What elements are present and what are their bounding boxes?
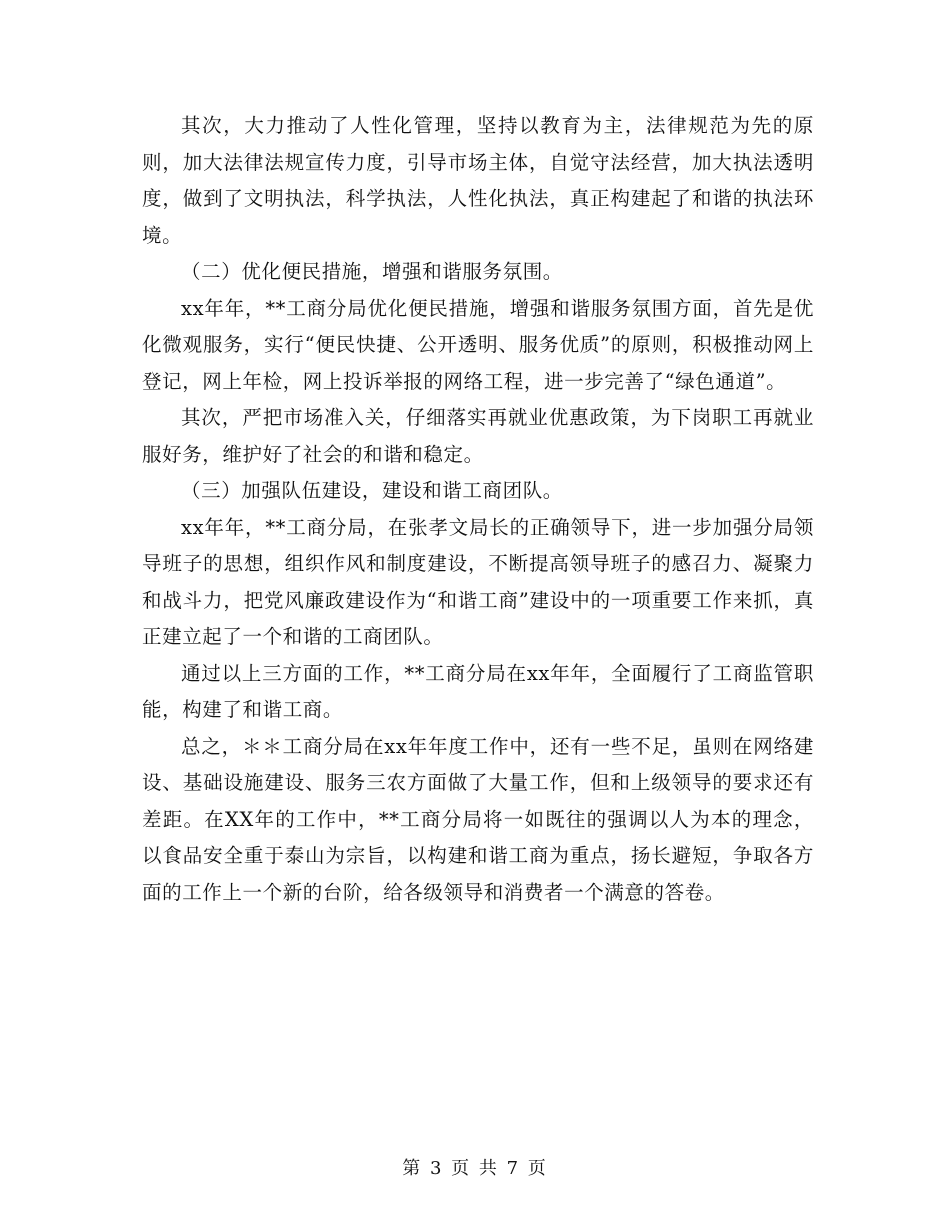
paragraph-1: 其次，大力推动了人性化管理，坚持以教育为主，法律规范为先的原则，加大法律法规宣传力度，引导市场主体，自觉守法经营，加大执法透明度，做到了文明执法，科学执法，人性化执法，真正构建起了和谐的执法环境。 xyxy=(142,114,814,247)
section-heading-2: （二）优化便民措施，增强和谐服务氛围。 xyxy=(181,260,563,283)
paragraph-8: 总之，＊＊工商分局在xx年年度工作中，还有一些不足，虽则在网络建设、基础设施建设、服务三农方面做了大量工作，但和上级领导的要求还有差距。在XX年的工作中，**工商分局将一如既往的强调以人为本的理念，以食品安全重于泰山为宗旨，以构建和谐工商为重点，扬长避短，争取各方面的工作上一个新的台阶，给各级领导和消费者一个满意的答卷。 xyxy=(142,734,814,904)
paragraph-4: 其次，严把市场准入关，仔细落实再就业优惠政策，为下岗职工再就业服好务，维护好了社会的和谐和稳定。 xyxy=(142,406,814,466)
section-heading-3: （三）加强队伍建设，建设和谐工商团队。 xyxy=(181,479,563,502)
paragraph-7: 通过以上三方面的工作，**工商分局在xx年年，全面履行了工商监管职能，构建了和谐工商。 xyxy=(142,661,814,721)
paragraph-3: xx年年，**工商分局优化便民措施，增强和谐服务氛围方面，首先是优化微观服务，实行“便民快捷、公开透明、服务优质”的原则，积极推动网上登记，网上年检，网上投诉举报的网络工程，进一步完善了“绿色通道”。 xyxy=(142,296,814,393)
document-body xyxy=(142,108,814,911)
paragraph-6: xx年年，**工商分局，在张孝文局长的正确领导下，进一步加强分局领导班子的思想，组织作风和制度建设，不断提高领导班子的感召力、凝聚力和战斗力，把党风廉政建设作为“和谐工商”建设中的一项重要工作来抓，真正建立起了一个和谐的工商团队。 xyxy=(142,515,814,648)
page-footer: 第 3 页 共 7 页 xyxy=(402,1158,548,1179)
